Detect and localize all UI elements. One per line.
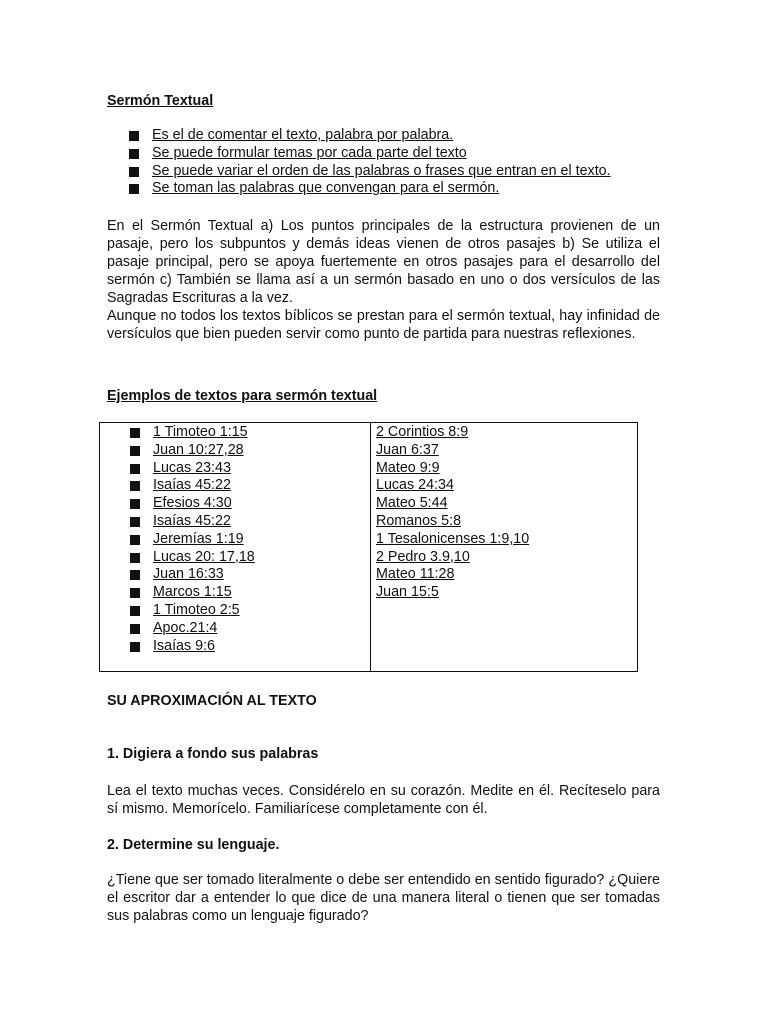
verse-reference: Lucas 20: 17,18 (108, 549, 255, 567)
verse-reference: Lucas 24:34 (376, 477, 454, 494)
examples-left-column (108, 424, 255, 655)
verse-reference: Isaías 45:22 (108, 513, 255, 531)
verse-reference: 1 Timoteo 2:5 (108, 602, 255, 620)
paragraph-definition: En el Sermón Textual a) Los puntos principales de la estructura provienen de un pasaje, pero los subpuntos y demás ideas vienen de otros pasajes b) Se utiliza el pasaje principal, pero se apoya fuertemente en otros pasajes para el desarrollo del sermón c) También se llama así a un sermón basado en uno o dos versículos de las Sagradas Escrituras a la vez. (107, 218, 660, 306)
section-2-heading: 2. Determine su lenguaje. (107, 837, 280, 853)
explanation-paragraphs (107, 217, 660, 343)
square-bullet-icon (130, 428, 140, 438)
square-bullet-icon (130, 535, 140, 545)
verse-reference: 1 Tesalonicenses 1:9,10 (376, 530, 530, 547)
approach-heading: SU APROXIMACIÓN AL TEXTO (107, 693, 317, 709)
document-title: Sermón Textual (107, 93, 214, 109)
column-divider (370, 423, 371, 671)
square-bullet-icon (129, 167, 139, 177)
verse-reference: 1 Timoteo 1:15 (108, 424, 255, 442)
examples-right-column (376, 424, 529, 602)
bullet-item (107, 127, 611, 145)
bullet-item (107, 180, 611, 198)
paragraph-note: Aunque no todos los textos bíblicos se prestan para el sermón textual, hay infinidad de versículos que bien pueden servir como punto de partida para nuestras reflexiones. (107, 308, 660, 342)
section-1-text: Lea el texto muchas veces. Considérelo en su corazón. Medite en él. Recíteselo para sí mismo. Memorícelo. Familiarícese completamente con él. (107, 783, 660, 817)
definition-bullet-list (107, 127, 611, 198)
square-bullet-icon (129, 184, 139, 194)
bullet-item (107, 163, 611, 181)
section-1-heading: 1. Digiera a fondo sus palabras (107, 746, 319, 762)
verse-reference: Juan 16:33 (108, 566, 255, 584)
square-bullet-icon (130, 464, 140, 474)
verse-reference: Isaías 45:22 (108, 477, 255, 495)
square-bullet-icon (130, 606, 140, 616)
verse-reference: 2 Pedro 3.9,10 (376, 548, 470, 565)
verse-reference: Mateo 9:9 (376, 459, 440, 476)
bullet-text: Se toman las palabras que convengan para el sermón. (152, 180, 500, 197)
verse-reference: Juan 10:27,28 (108, 442, 255, 460)
verse-reference: Efesios 4:30 (108, 495, 255, 513)
square-bullet-icon (130, 624, 140, 634)
verse-reference: Juan 15:5 (376, 584, 439, 601)
square-bullet-icon (130, 570, 140, 580)
square-bullet-icon (130, 642, 140, 652)
verse-reference: Juan 6:37 (376, 441, 439, 458)
bullet-text: Es el de comentar el texto, palabra por palabra. (152, 127, 454, 143)
verse-reference: Marcos 1:15 (108, 584, 255, 602)
square-bullet-icon (130, 588, 140, 598)
square-bullet-icon (130, 481, 140, 491)
square-bullet-icon (129, 131, 139, 141)
square-bullet-icon (130, 517, 140, 527)
verse-reference: Romanos 5:8 (376, 512, 462, 529)
bullet-text: Se puede variar el orden de las palabras o frases que entran en el texto. (152, 162, 611, 179)
verse-reference: Lucas 23:43 (108, 460, 255, 478)
verse-reference: Isaías 9:6 (108, 638, 255, 656)
examples-heading: Ejemplos de textos para sermón textual (107, 388, 378, 404)
examples-table (99, 422, 638, 672)
verse-reference: Mateo 11:28 (376, 566, 455, 583)
square-bullet-icon (130, 553, 140, 563)
bullet-item (107, 145, 611, 163)
square-bullet-icon (130, 499, 140, 509)
section-2-text: ¿Tiene que ser tomado literalmente o debe ser entendido en sentido figurado? ¿Quiere el escritor dar a entender lo que dice de una manera literal o tienen que ser tomadas sus palabras como un lenguaje figurado? (107, 872, 660, 924)
verse-reference: 2 Corintios 8:9 (376, 424, 469, 440)
square-bullet-icon (129, 149, 139, 159)
square-bullet-icon (130, 446, 140, 456)
bullet-text: Se puede formular temas por cada parte del texto (152, 144, 467, 161)
verse-reference: Mateo 5:44 (376, 495, 448, 512)
verse-reference: Jeremías 1:19 (108, 531, 255, 549)
verse-reference: Apoc.21:4 (108, 620, 255, 638)
